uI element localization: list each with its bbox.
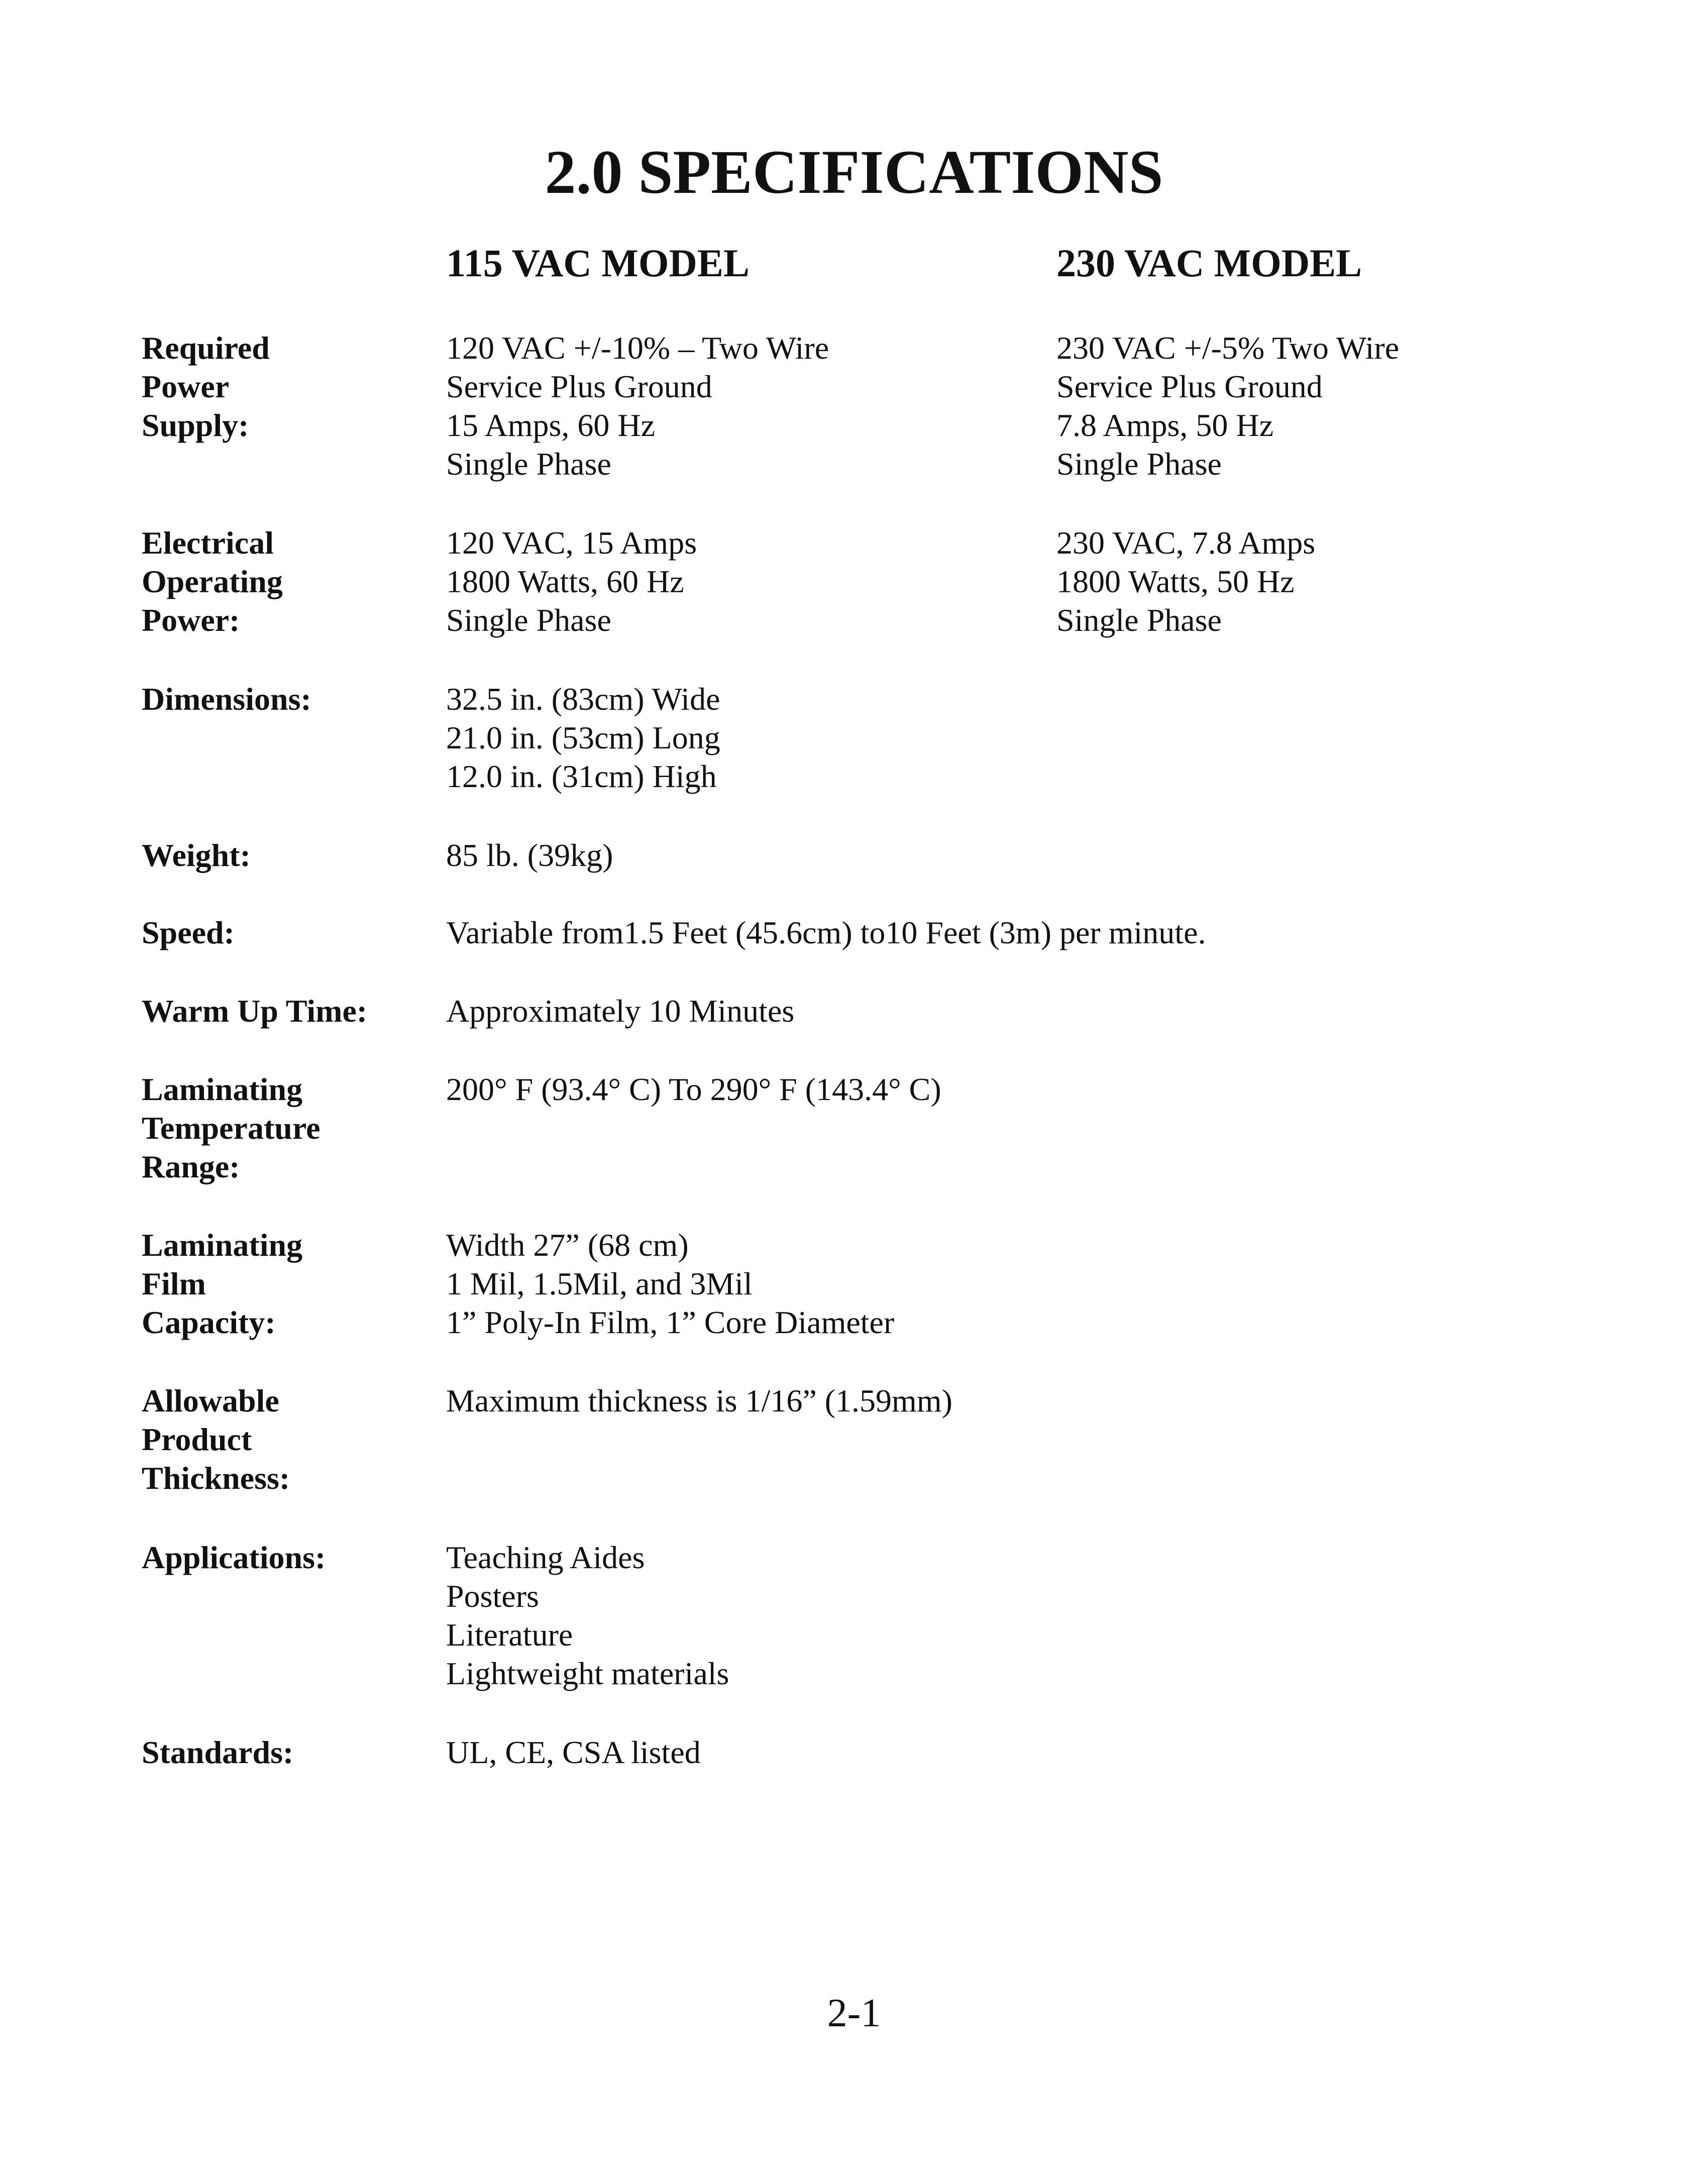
spec-label: Laminating Film Capacity: — [142, 1227, 303, 1340]
spec-label: Applications: — [142, 1540, 326, 1575]
spec-value-115: 120 VAC +/-10% – Two Wire Service Plus Ground 15 Amps, 60 Hz Single Phase — [446, 330, 829, 482]
spec-value-115: 120 VAC, 15 Amps 1800 Watts, 60 Hz Single Phase — [446, 525, 697, 638]
spec-value: Maximum thickness is 1/16” (1.59mm) — [446, 1383, 952, 1419]
spec-label: Speed: — [142, 915, 235, 950]
spec-label: Dimensions: — [142, 681, 311, 717]
spec-value: 200° F (93.4° C) To 290° F (143.4° C) — [446, 1071, 941, 1107]
spec-value: Variable from1.5 Feet (45.6cm) to10 Feet (3m) per minute. — [446, 915, 1206, 950]
spec-label: Standards: — [142, 1734, 294, 1770]
spec-value: Approximately 10 Minutes — [446, 993, 795, 1029]
column-header-230-vac: 230 VAC MODEL — [1056, 241, 1362, 285]
spec-label: Weight: — [142, 837, 251, 873]
column-header-115-vac: 115 VAC MODEL — [446, 241, 750, 285]
spec-label: Warm Up Time: — [142, 993, 368, 1029]
spec-value-230: 230 VAC, 7.8 Amps 1800 Watts, 50 Hz Single Phase — [1056, 525, 1316, 638]
page-title: 2.0 SPECIFICATIONS — [545, 138, 1163, 206]
spec-value: 32.5 in. (83cm) Wide 21.0 in. (53cm) Long 12.0 in. (31cm) High — [446, 681, 720, 794]
spec-value: UL, CE, CSA listed — [446, 1734, 701, 1770]
spec-value: Width 27” (68 cm) 1 Mil, 1.5Mil, and 3Mil 1” Poly-In Film, 1” Core Diameter — [446, 1227, 895, 1340]
page-number: 2-1 — [827, 1991, 881, 2035]
spec-value: 85 lb. (39kg) — [446, 837, 613, 873]
spec-value-230: 230 VAC +/-5% Two Wire Service Plus Ground 7.8 Amps, 50 Hz Single Phase — [1056, 330, 1400, 482]
spec-label: Required Power Supply: — [142, 330, 270, 443]
spec-label: Electrical Operating Power: — [142, 525, 283, 638]
spec-label: Allowable Product Thickness: — [142, 1383, 290, 1496]
spec-value: Teaching Aides Posters Literature Lightweight materials — [446, 1540, 729, 1691]
spec-label: Laminating Temperature Range: — [142, 1071, 321, 1184]
